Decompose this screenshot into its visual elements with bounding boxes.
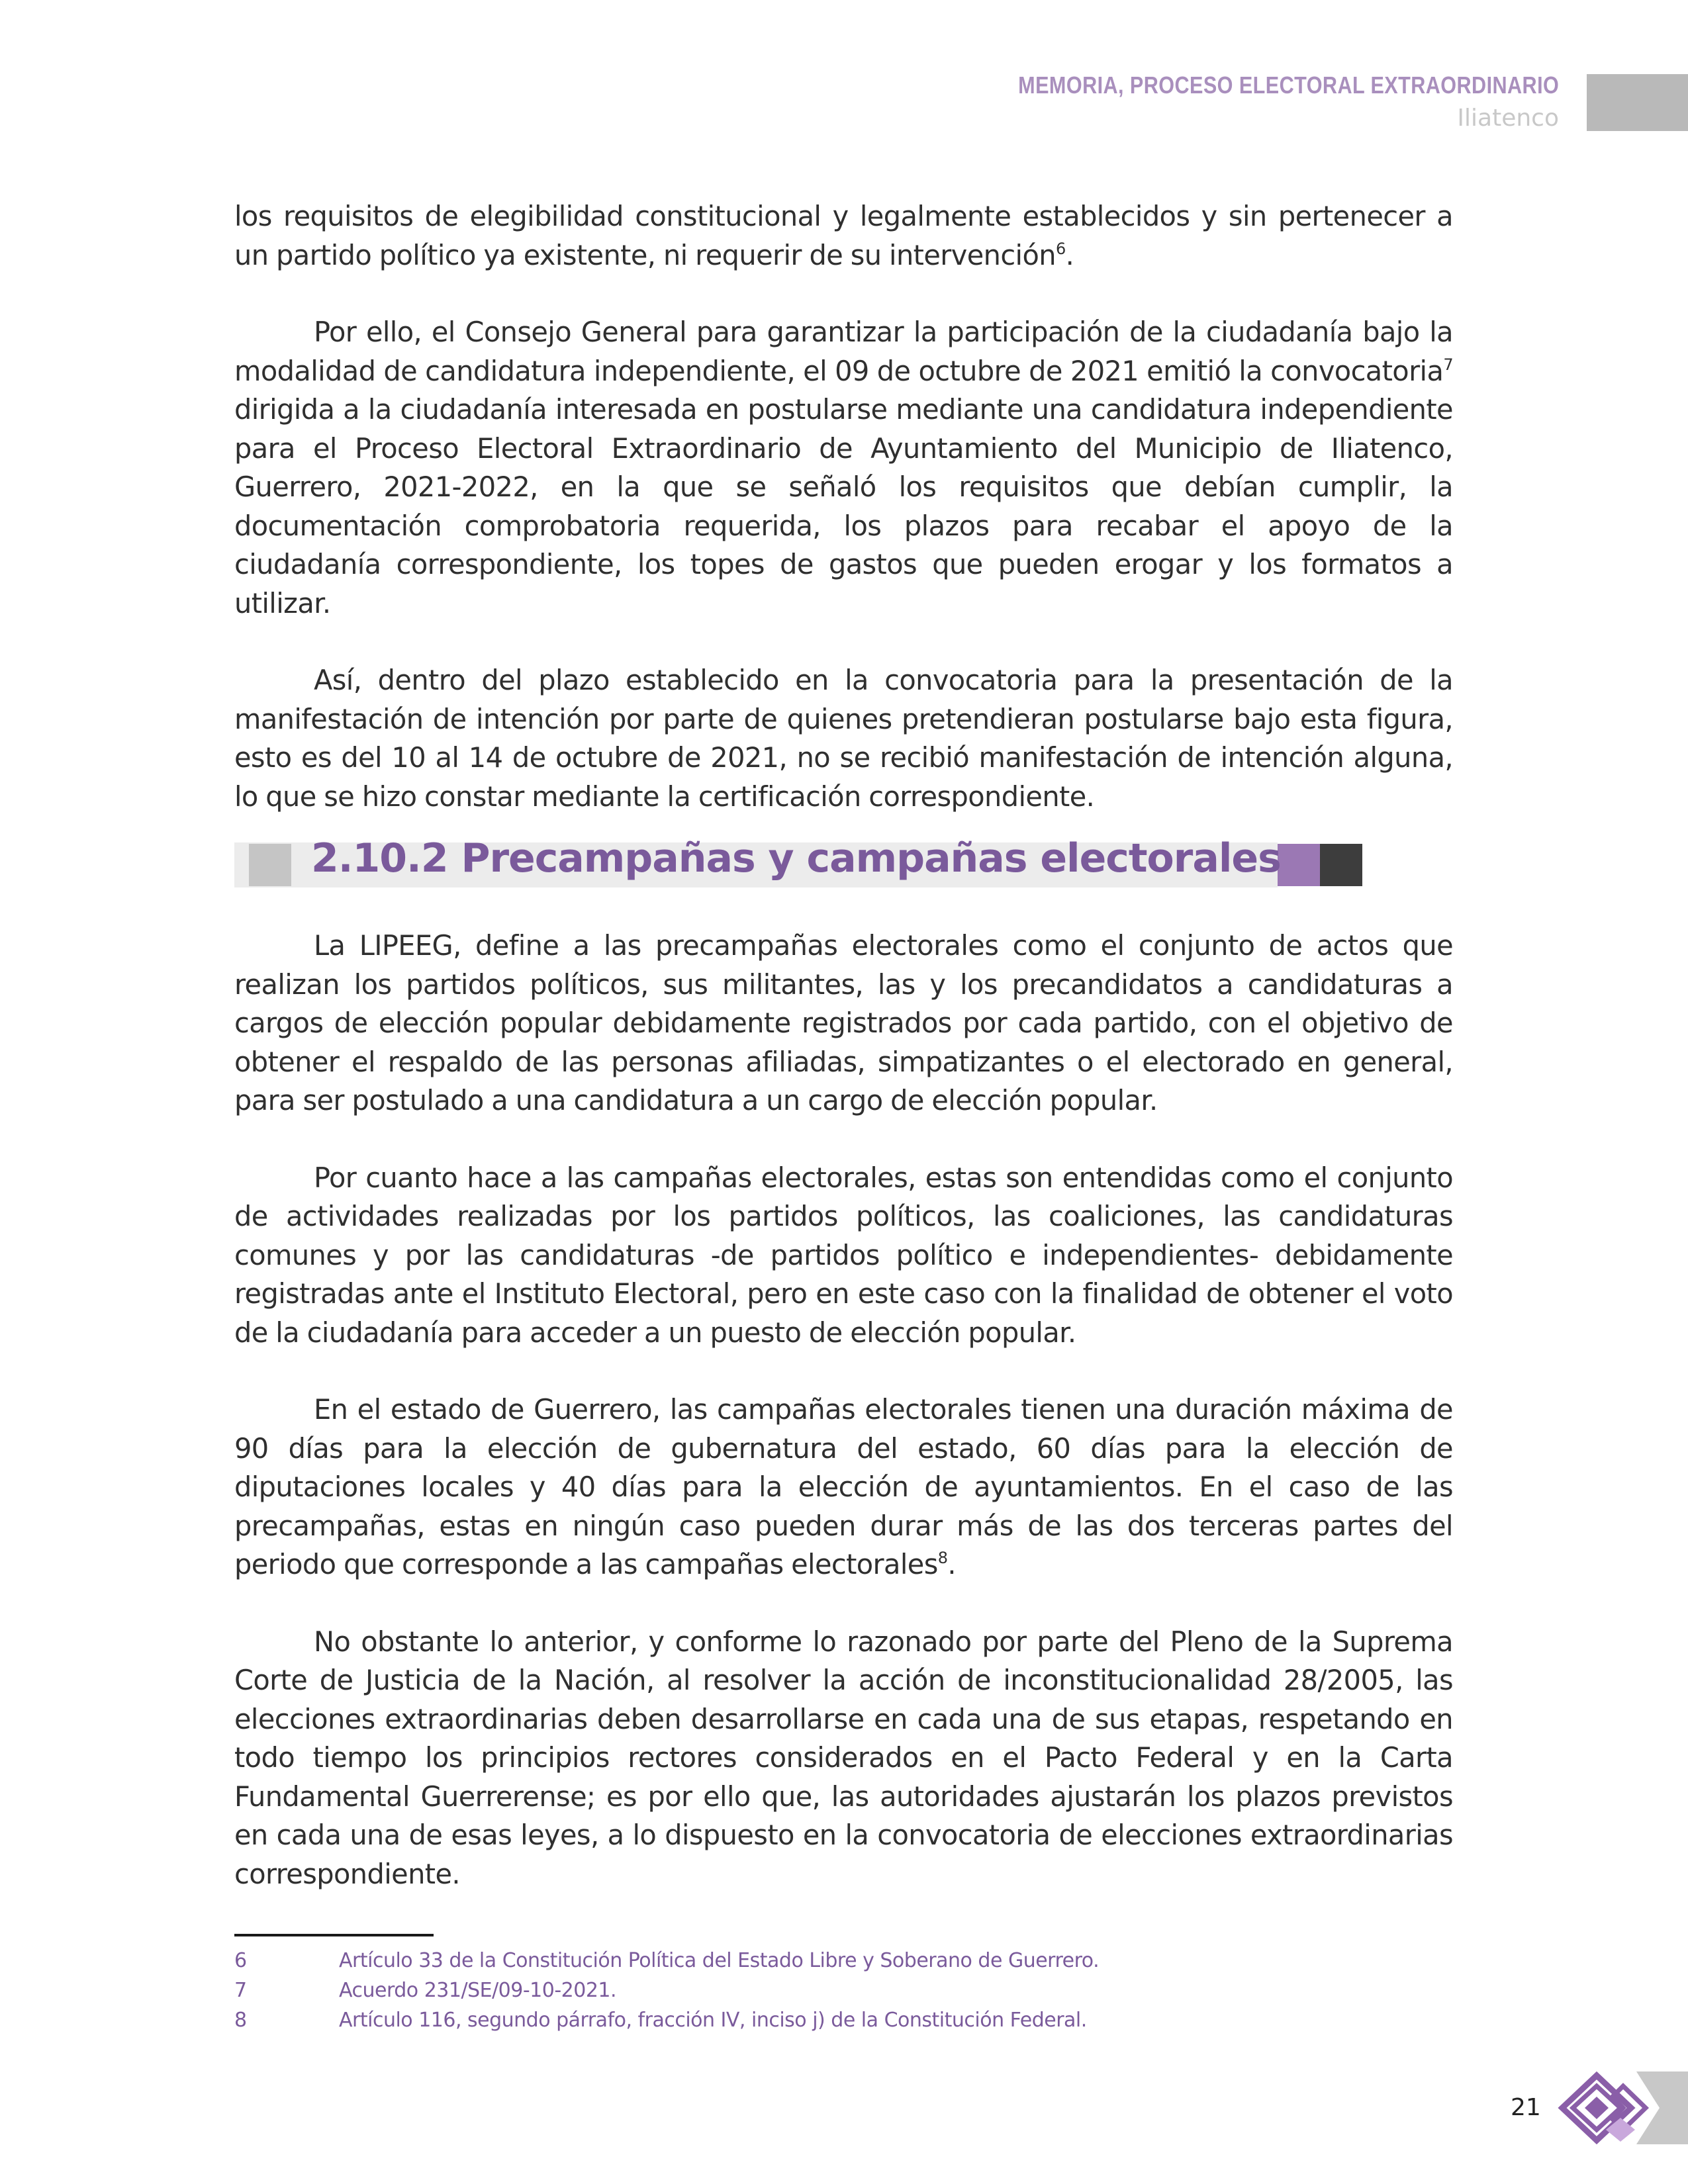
footnote-ref-7[interactable]: 7 bbox=[1443, 355, 1453, 374]
footnote-rule bbox=[234, 1934, 434, 1936]
footnote-ref-6[interactable]: 6 bbox=[1056, 239, 1066, 258]
footnote-ref-8[interactable]: 8 bbox=[937, 1549, 948, 1567]
footnote-item bbox=[234, 2005, 1492, 2035]
footnote-item bbox=[234, 1946, 1492, 1976]
footnote-text: Artículo 116, segundo párrafo, fracción IV, inciso j) de la Constitución Federal. bbox=[339, 2009, 1087, 2032]
diamond-fret-logo-icon bbox=[1557, 2071, 1688, 2144]
page-number: 21 bbox=[1511, 2094, 1541, 2121]
footnote-text: Acuerdo 231/SE/09-10-2021. bbox=[339, 1979, 617, 2002]
paragraph-7: No obstante lo anterior, y conforme lo razonado por parte del Pleno de la Suprema Corte de Justicia de la Nación, al resolver la acción de inconstitucionalidad 28/2005, las elecciones extraordinarias deben desarrollarse en cada una de sus etapas, respetando en todo tiempo los principios rectores considerados en el Pacto Federal y en la Carta Fundamental Guerrerense; es por ello que, las autoridades ajustarán los plazos previstos en cada una de esas leyes, a lo dispuesto en la convocatoria de elecciones extraordinarias correspondiente. bbox=[234, 1625, 1453, 1890]
body-text-top bbox=[234, 197, 1453, 816]
paragraph-3: Así, dentro del plazo establecido en la convocatoria para la presentación de la manifestación de intención por parte de quienes pretendieran postularse bajo esta figura, esto es del 10 al 14 de octubre de 2021, no se recibió manifestación de intención alguna, lo que se hizo constar mediante la certificación correspondiente. bbox=[234, 664, 1453, 813]
running-header-subtitle: Iliatenco bbox=[1457, 105, 1559, 132]
footnote-item bbox=[234, 1976, 1492, 2005]
paragraph-2: Por ello, el Consejo General para garantizar la participación de la ciudadanía bajo la modalidad de candidatura independiente, el 09 de octubre de 2021 emitió la convocatoria$^7$ dirigida a la ciudadanía interesada en postularse mediante una candidatura independiente para el Proceso Electoral Extraordinario de Ayuntamiento del Municipio de Iliatenco, Guerrero, 2021-2022, en la que se señaló los requisitos que debían cumplir, la documentación comprobatoria requerida, los plazos para recabar el apoyo de la ciudadanía correspondiente, los topes de gastos que pueden erogar y los formatos a utilizar. bbox=[234, 316, 1453, 619]
running-header-title: MEMORIA, PROCESO ELECTORAL EXTRAORDINARIO bbox=[1017, 71, 1559, 99]
footnote-number: 8 bbox=[234, 2009, 247, 2032]
paragraph-5: Por cuanto hace a las campañas electorales, estas son entendidas como el conjunto de actividades realizadas por los partidos políticos, las coaliciones, las candidaturas comunes y por las candidaturas -de partidos político e independientes- debidamente registradas ante el Instituto Electoral, pero en este caso con la finalidad de obtener el voto de la ciudadanía para acceder a un puesto de elección popular. bbox=[234, 1161, 1453, 1349]
footnotes bbox=[234, 1946, 1492, 2035]
heading-square-purple bbox=[1278, 844, 1320, 886]
paragraph-1: los requisitos de elegibilidad constitucional y legalmente establecidos y sin pertenecer a un partido político ya existente, ni requerir de su intervención$^6$. bbox=[234, 200, 1453, 271]
body-text-bottom bbox=[234, 927, 1453, 1893]
footnote-number: 7 bbox=[234, 1979, 247, 2002]
heading-square-dark bbox=[1320, 844, 1362, 886]
header-tab-block bbox=[1587, 74, 1688, 131]
section-heading: 2.10.2 Precampañas y campañas electorales bbox=[311, 835, 1281, 882]
heading-square-grey bbox=[249, 844, 291, 886]
paragraph-6: En el estado de Guerrero, las campañas electorales tienen una duración máxima de 90 días para la elección de gubernatura del estado, 60 días para la elección de diputaciones locales y 40 días para la elección de ayuntamientos. En el caso de las precampañas, estas en ningún caso pueden durar más de las dos terceras partes del periodo que corresponde a las campañas electorales$^8$. bbox=[234, 1393, 1453, 1580]
paragraph-4: La LIPEEG, define a las precampañas electorales como el conjunto de actos que realizan los partidos políticos, sus militantes, las y los precandidatos a candidaturas a cargos de elección popular debidamente registrados por cada partido, con el objetivo de obtener el respaldo de las personas afiliadas, simpatizantes o el electorado en general, para ser postulado a una candidatura a un cargo de elección popular. bbox=[234, 929, 1453, 1116]
footnote-text: Artículo 33 de la Constitución Política del Estado Libre y Soberano de Guerrero. bbox=[339, 1949, 1100, 1972]
footnote-number: 6 bbox=[234, 1949, 247, 1972]
